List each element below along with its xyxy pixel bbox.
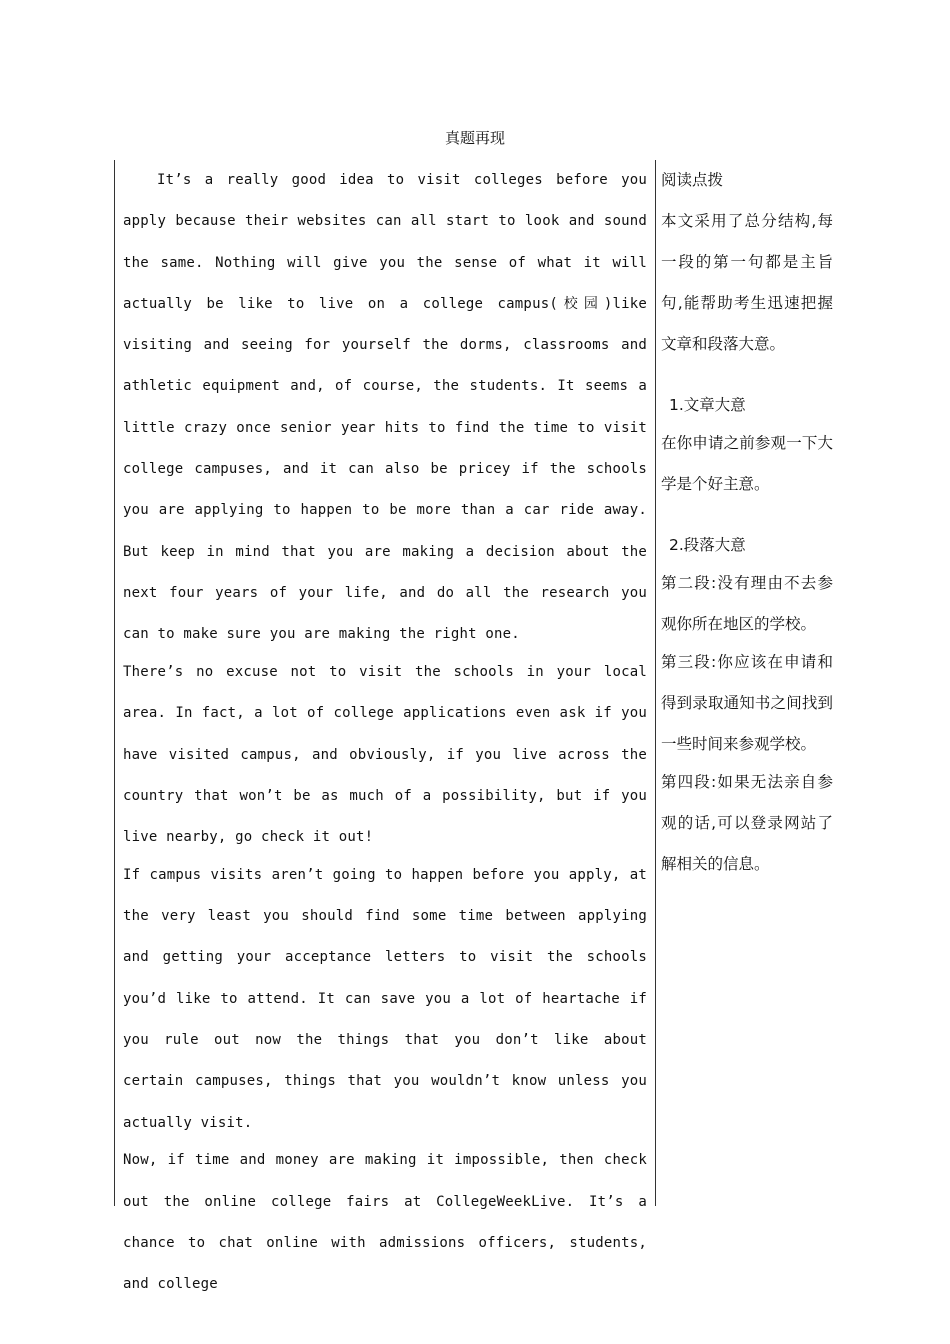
main-idea-title: 1.文章大意 — [669, 396, 746, 414]
guide-heading: 阅读点拨 — [661, 171, 724, 189]
guide-intro: 本文采用了总分结构,每一段的第一句都是主旨句,能帮助考生迅速把握文章和段落大意。 — [661, 212, 833, 353]
passage-paragraph-4: Now, if time and money are making it impossible, then check out the online college fairs at CollegeWeekLive. It’s a chance to chat online with admissions officers, students, and college — [123, 1152, 647, 1293]
paragraph-4-idea: 第四段:如果无法亲自参观的话,可以登录网站了解相关的信息。 — [661, 773, 833, 873]
passage-paragraph-3: If campus visits aren’t going to happen before you apply, at the very least you should find some time between applying and getting your acceptance letters to visit the schools you’d like to attend. It can save you a lot of heartache if you rule out now the things that you don’t like about certain campuses, things that you wouldn’t know unless you actually visit. — [123, 866, 647, 1131]
page-title: 真题再现 — [444, 129, 505, 147]
paragraph-2-idea: 第二段:没有理由不去参观你所在地区的学校。 — [661, 574, 833, 633]
passage-column — [123, 160, 647, 1302]
paragraph-3-idea: 第三段:你应该在申请和得到录取通知书之间找到一些时间来参观学校。 — [661, 653, 833, 753]
passage-paragraph-1: It’s a really good idea to visit colleges before you apply because their websites can all start to look and sound the same. Nothing will give you the sense of what it will actually be like to live on a college campus(校园)like visiting and seeing for yourself the dorms, classrooms and athletic equipment and, of course, the students. It seems a little crazy once senior year hits to find the time to visit college campuses, and it can also be pricey if the schools you are applying to happen to be more than a car ride away. But keep in mind that you are making a decision about the next four years of your life, and do all the research you can to make sure you are making the right one. — [123, 172, 647, 643]
passage-table — [114, 160, 656, 1293]
spacer — [661, 365, 833, 385]
reading-guide-column — [661, 160, 833, 885]
passage-paragraph-2: There’s no excuse not to visit the schools in your local area. In fact, a lot of college applications even ask if you have visited campus, and obviously, if you live across the country that won’t be as much of a possibility, but if you live nearby, go check it out! — [123, 663, 647, 846]
main-idea-text: 在你申请之前参观一下大学是个好主意。 — [661, 434, 833, 493]
spacer — [661, 505, 833, 525]
paragraph-ideas-title: 2.段落大意 — [669, 536, 746, 554]
